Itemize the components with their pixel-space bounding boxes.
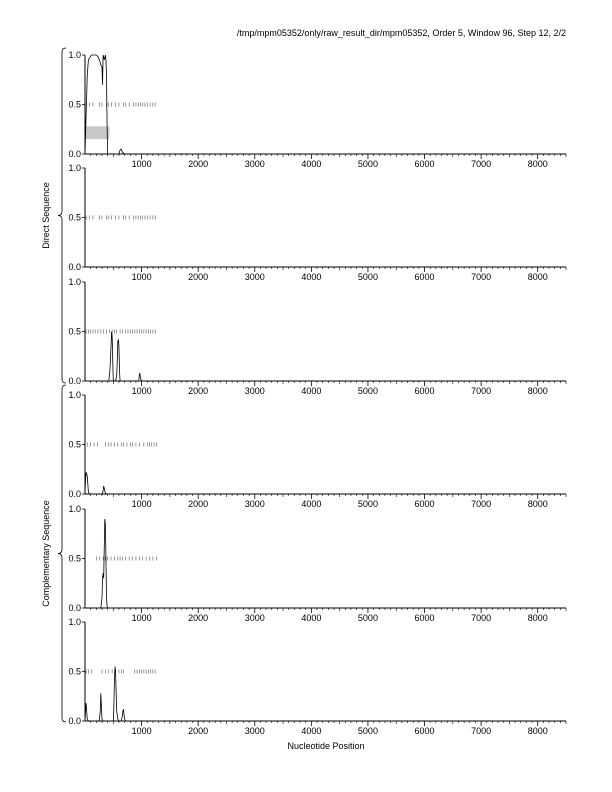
x-tick-label: 8000	[527, 499, 548, 509]
series-line	[85, 55, 566, 154]
direct-sequence-bracket	[58, 48, 66, 383]
y-tick-label: 0.5	[68, 439, 81, 450]
y-tick-label: 0.0	[68, 716, 81, 726]
x-tick-label: 7000	[471, 726, 492, 736]
y-tick-label: 0.5	[68, 666, 81, 677]
complementary-sequence-bracket	[58, 385, 66, 722]
y-tick-label: 0.0	[68, 603, 81, 613]
y-tick-label: 1.0	[68, 504, 81, 514]
x-tick-label: 6000	[414, 499, 435, 509]
shaded-region	[85, 126, 109, 139]
y-tick-label: 0.5	[68, 553, 81, 564]
x-tick-label: 6000	[414, 613, 435, 623]
y-tick-label: 0.5	[68, 99, 81, 110]
x-tick-label: 5000	[357, 613, 378, 623]
x-tick-label: 6000	[414, 726, 435, 736]
series-line	[85, 667, 566, 721]
x-tick-label: 4000	[301, 272, 322, 282]
x-tick-label: 6000	[414, 159, 435, 169]
x-axis-label: Nucleotide Position	[287, 741, 365, 751]
panel-4	[68, 390, 566, 509]
y-tick-label: 1.0	[68, 390, 81, 400]
y-tick-label: 0.5	[68, 326, 81, 337]
x-tick-label: 8000	[527, 726, 548, 736]
series-line	[85, 519, 566, 608]
y-tick-label: 0.0	[68, 376, 81, 386]
x-tick-label: 6000	[414, 272, 435, 282]
y-tick-label: 1.0	[68, 277, 81, 287]
x-tick-label: 5000	[357, 726, 378, 736]
x-tick-label: 2000	[188, 159, 209, 169]
x-tick-label: 3000	[244, 272, 265, 282]
x-tick-label: 4000	[301, 613, 322, 623]
panels	[68, 50, 566, 736]
x-tick-label: 3000	[244, 726, 265, 736]
y-tick-label: 0.0	[68, 149, 81, 159]
x-tick-label: 7000	[471, 159, 492, 169]
x-tick-label: 1000	[131, 613, 152, 623]
x-tick-label: 8000	[527, 159, 548, 169]
x-tick-label: 5000	[357, 499, 378, 509]
x-tick-label: 5000	[357, 272, 378, 282]
complementary-sequence-label: Complementary Sequence	[41, 500, 51, 607]
x-tick-label: 8000	[527, 386, 548, 396]
panel-6	[68, 617, 566, 736]
x-tick-label: 7000	[471, 386, 492, 396]
x-tick-label: 4000	[301, 726, 322, 736]
y-tick-label: 0.5	[68, 212, 81, 223]
x-tick-label: 4000	[301, 499, 322, 509]
series-line	[85, 332, 566, 382]
x-tick-label: 4000	[301, 386, 322, 396]
x-tick-label: 8000	[527, 613, 548, 623]
y-tick-label: 1.0	[68, 50, 81, 60]
x-tick-label: 2000	[188, 386, 209, 396]
x-tick-label: 1000	[131, 159, 152, 169]
x-tick-label: 8000	[527, 272, 548, 282]
panel-3	[68, 277, 566, 396]
x-tick-label: 1000	[131, 386, 152, 396]
x-tick-label: 1000	[131, 726, 152, 736]
y-tick-label: 1.0	[68, 617, 81, 627]
x-tick-label: 6000	[414, 386, 435, 396]
x-tick-label: 2000	[188, 726, 209, 736]
x-tick-label: 1000	[131, 272, 152, 282]
panel-5	[68, 504, 566, 623]
x-tick-label: 1000	[131, 499, 152, 509]
x-tick-label: 7000	[471, 499, 492, 509]
direct-sequence-label: Direct Sequence	[41, 182, 51, 249]
x-tick-label: 4000	[301, 159, 322, 169]
x-tick-label: 3000	[244, 386, 265, 396]
x-tick-label: 2000	[188, 613, 209, 623]
x-tick-label: 7000	[471, 272, 492, 282]
x-tick-label: 5000	[357, 386, 378, 396]
y-tick-label: 0.0	[68, 489, 81, 499]
figure-header: /tmp/mpm05352/only/raw_result_dir/mpm05352, Order 5, Window 96, Step 12, 2/2	[236, 28, 566, 38]
series-line	[85, 472, 566, 494]
panel-2	[68, 163, 566, 282]
x-tick-label: 7000	[471, 613, 492, 623]
x-tick-label: 3000	[244, 159, 265, 169]
x-tick-label: 5000	[357, 159, 378, 169]
x-tick-label: 2000	[188, 272, 209, 282]
group-brackets	[41, 48, 66, 722]
x-tick-label: 3000	[244, 499, 265, 509]
y-tick-label: 0.0	[68, 262, 81, 272]
x-tick-label: 2000	[188, 499, 209, 509]
x-tick-label: 3000	[244, 613, 265, 623]
panel-1	[68, 50, 566, 169]
y-tick-label: 1.0	[68, 163, 81, 173]
